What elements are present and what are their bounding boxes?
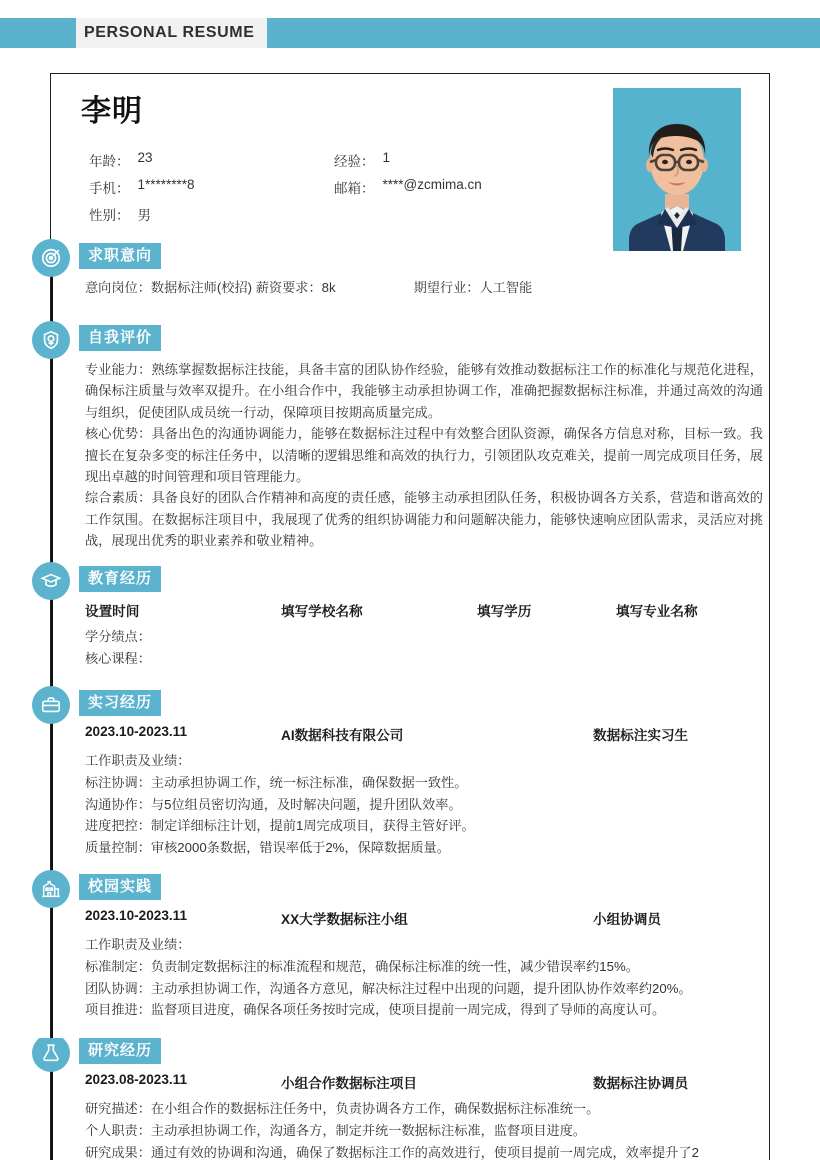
education-col-school: 填写学校名称 <box>281 604 363 619</box>
internship-bullet: 质量控制：审核2000条数据，错误率低于2%，保障数据质量。 <box>85 840 450 856</box>
education-column-headers <box>85 600 763 626</box>
section-title: 教育经历 <box>79 566 161 592</box>
section-header <box>0 874 820 904</box>
section-campus-practice <box>0 874 820 1018</box>
field-value: ****@zcmima.cn <box>382 176 482 192</box>
candidate-name: 李明 <box>81 95 143 128</box>
field-label: 年龄： <box>89 153 130 169</box>
header-accent-tab <box>62 18 76 48</box>
field-email <box>334 177 579 197</box>
flask-icon <box>32 1038 70 1072</box>
research-bullet: 研究描述：在小组合作的数据标注任务中，负责协调各方工作，确保数据标注标准统一。 <box>85 1101 600 1116</box>
portrait-photo-icon <box>613 88 741 251</box>
info-row <box>89 146 609 173</box>
section-header <box>0 566 820 596</box>
education-col-major: 填写专业名称 <box>616 604 698 619</box>
internship-bullet: 进度把控：制定详细标注计划，提前1周完成项目，获得主管好评。 <box>85 818 475 834</box>
briefcase-icon <box>32 686 70 724</box>
field-value: 23 <box>137 149 153 165</box>
self-eval-paragraph: 核心优势：具备出色的沟通协调能力，能够在数据标注过程中有效整合团队资源，确保各方信息对称，目标一致。我擅长在复杂多变的标注任务中，以清晰的逻辑思维和高效的执行力，引领团队攻克难关，提前一周完成项目任务，展现出卓越的时间管理和项目管理能力。 <box>85 426 763 484</box>
research-bullet: 研究成果：通过有效的协调和沟通，确保了数据标注工作的高效进行，使项目提前一周完成，效率提升了2 <box>85 1144 699 1160</box>
internship-role: 数据标注实习生 <box>593 728 689 743</box>
self-eval-paragraph: 专业能力：熟练掌握数据标注技能，具备丰富的团队协作经验，能够有效推动数据标注工作的标准化与规范化进程，确保标注质量与效率双提升。在小组合作中，我能够主动承担协调工作，准确把握数据标注标准，并通过高效的沟通与组织，促使团队成员统一行动，保障项目按期高质量完成。 <box>85 362 763 420</box>
field-value: 男 <box>137 207 151 223</box>
target-icon <box>32 239 70 277</box>
school-building-icon <box>32 870 70 908</box>
info-row <box>89 200 609 227</box>
section-header <box>0 243 820 273</box>
section-body <box>85 359 763 551</box>
info-row <box>89 173 609 200</box>
avatar <box>613 88 741 251</box>
page-title: PERSONAL RESUME <box>76 18 267 48</box>
internship-bullet: 标注协调：主动承担协调工作，统一标注标准，确保数据一致性。 <box>85 774 468 790</box>
field-experience <box>334 150 579 170</box>
section-research <box>0 1038 820 1160</box>
education-courses-label: 核心课程： <box>85 650 151 666</box>
section-body <box>85 1072 763 1160</box>
intent-row <box>85 277 763 296</box>
section-body <box>85 600 763 670</box>
campus-bullet: 项目推进：监督项目进度，确保各项任务按时完成，使项目提前一周完成，得到了导师的高度认可。 <box>85 1002 666 1018</box>
section-header <box>0 1038 820 1068</box>
section-job-intent <box>0 243 820 295</box>
field-gender <box>89 204 334 224</box>
section-title: 求职意向 <box>79 243 161 269</box>
intent-position-salary: 意向岗位：数据标注师(校招) 薪资要求：8k <box>85 280 336 295</box>
internship-organization: AI数据科技有限公司 <box>281 728 404 743</box>
section-body <box>85 277 763 296</box>
internship-entry-header <box>85 724 763 750</box>
research-entry-header <box>85 1072 763 1098</box>
section-header <box>0 690 820 720</box>
internship-bullet: 沟通协作：与5位组员密切沟通，及时解决问题，提升团队效率。 <box>85 796 462 812</box>
research-project: 小组合作数据标注项目 <box>281 1076 417 1091</box>
campus-bullet: 标准制定：负责制定数据标注的标准流程和规范，确保标注标准的统一性，减少错误率约15%。 <box>85 958 639 974</box>
campus-entry-header <box>85 908 763 934</box>
research-role: 数据标注协调员 <box>593 1076 689 1091</box>
section-title: 实习经历 <box>79 690 161 716</box>
field-value: 1 <box>382 149 391 165</box>
section-header <box>0 325 820 355</box>
research-bullet: 个人职责：主动承担协调工作，沟通各方，制定并统一数据标注标准，监督项目进度。 <box>85 1122 587 1138</box>
education-gpa-label: 学分绩点： <box>85 629 151 644</box>
field-phone <box>89 177 334 197</box>
self-eval-paragraph: 综合素质：具备良好的团队合作精神和高度的责任感，能够主动承担团队任务，积极协调各方关系，营造和谐高效的工作氛围。在数据标注项目中，我展现了优秀的组织协调能力和问题解决能力，能够快速响应团队需求，灵活应对挑战，展现出优秀的职业素养和敬业精神。 <box>85 490 763 548</box>
field-value: 1********8 <box>137 176 195 192</box>
intent-industry: 期望行业：人工智能 <box>413 280 533 295</box>
field-label: 经验： <box>334 153 375 169</box>
personal-info-grid <box>89 146 609 227</box>
section-body <box>85 724 763 859</box>
campus-period: 2023.10-2023.11 <box>85 908 188 923</box>
section-body <box>85 908 763 1021</box>
section-self-evaluation <box>0 325 820 548</box>
campus-role: 小组协调员 <box>593 912 661 927</box>
field-label: 手机： <box>89 180 130 196</box>
field-label: 邮箱： <box>334 180 375 196</box>
campus-lead: 工作职责及业绩： <box>85 937 191 952</box>
internship-period: 2023.10-2023.11 <box>85 724 188 739</box>
education-col-time: 设置时间 <box>85 604 140 619</box>
field-age <box>89 150 334 170</box>
section-title: 研究经历 <box>79 1038 161 1064</box>
section-education <box>0 566 820 666</box>
research-period: 2023.08-2023.11 <box>85 1072 188 1087</box>
campus-organization: XX大学数据标注小组 <box>281 912 408 927</box>
campus-bullet: 团队协调：主动承担协调工作，沟通各方意见，解决标注过程中出现的问题，提升团队协作效率约20%。 <box>85 980 692 996</box>
internship-lead: 工作职责及业绩： <box>85 753 191 768</box>
shield-award-icon <box>32 321 70 359</box>
field-label: 性别： <box>89 207 130 223</box>
education-col-degree: 填写学历 <box>477 604 532 619</box>
section-title: 校园实践 <box>79 874 161 900</box>
graduation-cap-icon <box>32 562 70 600</box>
section-title: 自我评价 <box>79 325 161 351</box>
section-internship <box>0 690 820 856</box>
